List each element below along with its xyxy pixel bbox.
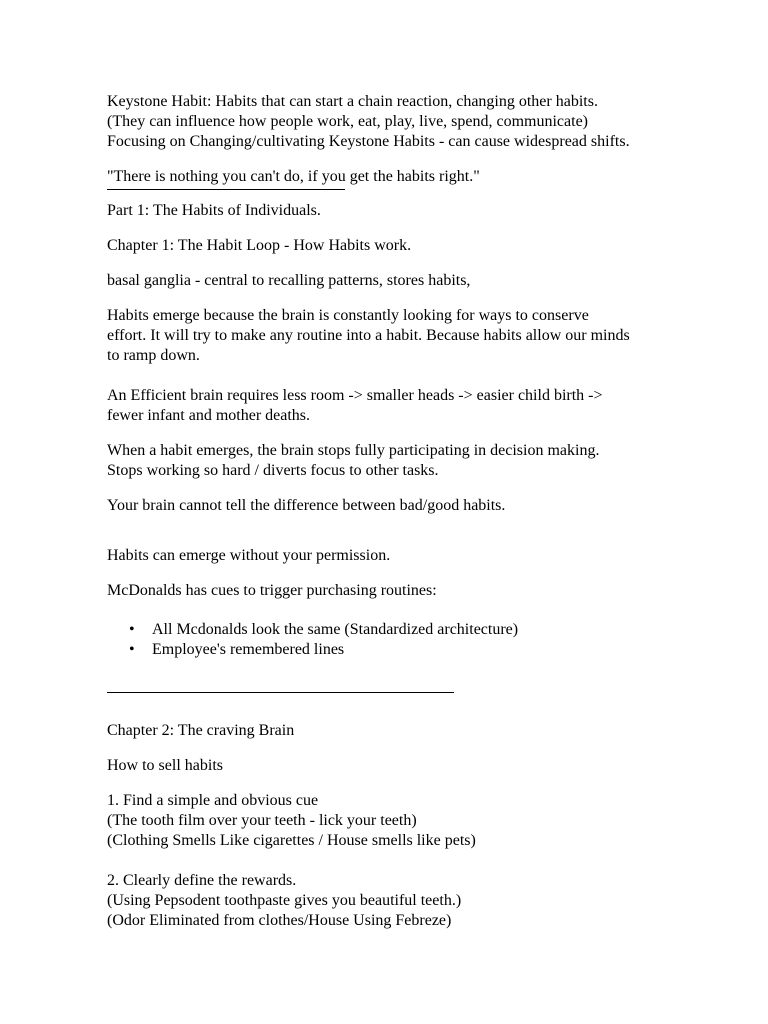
chapter-2-title: Chapter 2: The craving Brain [107,722,295,739]
mcdonalds-paragraph [107,581,667,601]
text-line: (Odor Eliminated from clothes/House Using Febreze) [107,912,452,929]
part-1-title: Part 1: The Habits of Individuals. [107,202,321,219]
text-line: How to sell habits [107,757,223,774]
document-page [107,92,667,946]
chapter-heading [107,721,667,741]
text-line: Habits emerge because the brain is constantly looking for ways to conserve [107,307,589,324]
section-divider [107,189,345,190]
list-item-text: All Mcdonalds look the same (Standardized architecture) [152,621,519,638]
text-line: 2. Clearly define the rewards. [107,872,297,889]
quote-paragraph [107,167,667,187]
list-item [107,620,667,640]
text-line: (Clothing Smells Like cigarettes / House smells like pets) [107,832,476,849]
text-line: Focusing on Changing/cultivating Keystone Habits - can cause widespread shifts. [107,133,630,150]
chapter-heading [107,236,667,256]
bullet-icon: • [129,641,135,658]
chapter-1-title: Chapter 1: The Habit Loop - How Habits work. [107,237,412,254]
text-line: (Using Pepsodent toothpaste gives you beautiful teeth.) [107,892,462,909]
text-line: McDonalds has cues to trigger purchasing routines: [107,582,437,599]
chapter-divider [107,692,454,693]
list-item-text: Employee's remembered lines [152,641,345,658]
step-2-paragraph [107,871,667,931]
habits-emerge-paragraph [107,306,667,366]
mcdonalds-bullet-list [107,620,667,660]
text-line: to ramp down. [107,347,200,364]
text-line: effort. It will try to make any routine into a habit. Because habits allow our minds [107,327,630,344]
text-line: Your brain cannot tell the difference between bad/good habits. [107,497,506,514]
text-line: 1. Find a simple and obvious cue [107,792,319,809]
step-1-paragraph [107,791,667,851]
bad-good-habits-paragraph [107,496,667,516]
list-item [107,640,667,660]
bullet-icon: • [129,621,135,638]
text-line: (They can influence how people work, eat, play, live, spend, communicate) [107,113,589,130]
habit-emerges-paragraph [107,441,667,481]
text-line: fewer infant and mother deaths. [107,407,311,424]
text-line: basal ganglia - central to recalling patterns, stores habits, [107,272,471,289]
permission-paragraph [107,546,667,566]
quote-text: "There is nothing you can't do, if you get the habits right." [107,168,480,185]
efficient-brain-paragraph [107,386,667,426]
sell-habits-paragraph [107,756,667,776]
text-line: Stops working so hard / diverts focus to other tasks. [107,462,439,479]
keystone-habit-paragraph [107,92,667,152]
text-line: (The tooth film over your teeth - lick your teeth) [107,812,417,829]
text-line: Keystone Habit: Habits that can start a chain reaction, changing other habits. [107,93,598,110]
part-heading [107,201,667,221]
spacer [107,660,667,682]
text-line: When a habit emerges, the brain stops fully participating in decision making. [107,442,600,459]
text-line: An Efficient brain requires less room -> smaller heads -> easier child birth -> [107,387,603,404]
basal-ganglia-paragraph [107,271,667,291]
text-line: Habits can emerge without your permission. [107,547,391,564]
